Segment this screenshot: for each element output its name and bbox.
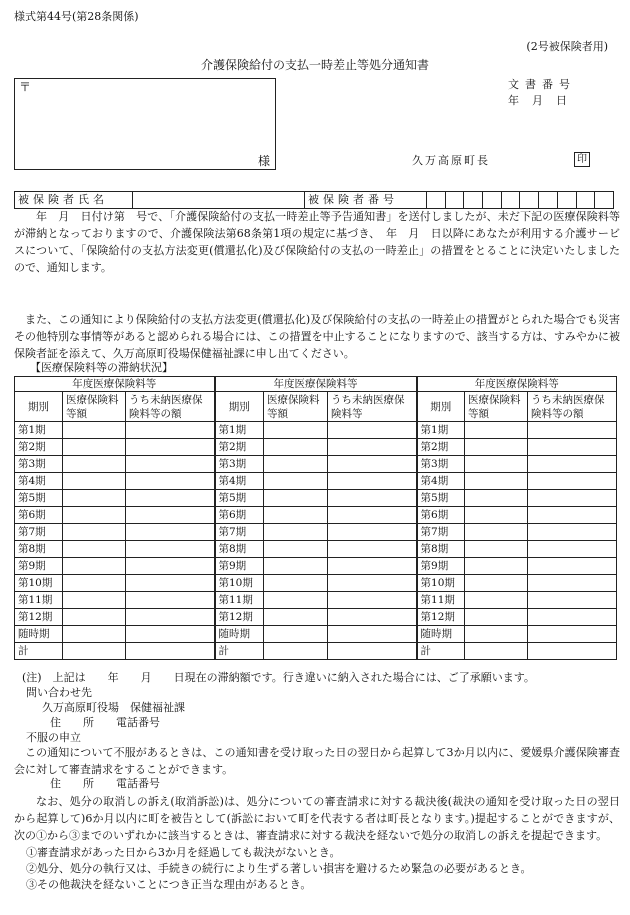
unpaid-cell — [126, 473, 215, 490]
table-row — [15, 643, 617, 660]
suspension-paragraph: また、この通知により保険給付の支払方法変更(償還払化)及び保険給付の支払の一時差止の措置がとられた場合でも災害その他特別な事情等があると認められる場合には、この措置を中止することになりますので、該当する方は、すみやかに被保険者証を添えて、久万高原町役場保健福祉課に申し出てください。 — [14, 313, 620, 360]
period-cell: 第11期 — [15, 592, 63, 609]
amount-cell — [63, 422, 126, 439]
period-cell: 第11期 — [417, 592, 465, 609]
amount-cell — [264, 541, 328, 558]
unpaid-cell — [328, 643, 417, 660]
insured-name-label: 被保険者氏名 — [15, 192, 133, 209]
postal-mark-icon: 〒 — [19, 80, 32, 94]
period-cell: 随時期 — [15, 626, 63, 643]
period-cell: 第2期 — [417, 439, 465, 456]
amount-cell — [63, 609, 126, 626]
amount-cell — [63, 507, 126, 524]
amount-cell — [264, 575, 328, 592]
unpaid-cell — [328, 507, 417, 524]
unpaid-cell — [328, 524, 417, 541]
honorific: 様 — [258, 154, 271, 168]
unpaid-cell — [528, 558, 617, 575]
amount-cell — [465, 507, 528, 524]
period-cell: 第8期 — [417, 541, 465, 558]
insured-name-cell — [133, 192, 305, 209]
unpaid-cell — [528, 626, 617, 643]
amount-cell — [264, 507, 328, 524]
lawsuit-condition-item: ②処分、処分の執行又は、手続きの続行により生ずる著しい損害を避けるため緊急の必要があるとき。 — [26, 862, 532, 875]
recipient-address-box — [14, 78, 276, 170]
form-number: 様式第44号(第28条関係) — [14, 10, 139, 23]
amount-cell — [63, 541, 126, 558]
period-cell: 第1期 — [215, 422, 264, 439]
seal-icon: 印 — [574, 152, 590, 167]
insured-type: (2号被保険者用) — [526, 40, 608, 53]
unpaid-cell — [528, 473, 617, 490]
period-cell: 第6期 — [15, 507, 63, 524]
insured-number-digit — [483, 192, 502, 209]
period-cell: 第5期 — [215, 490, 264, 507]
insured-number-digit — [464, 192, 483, 209]
amount-cell — [264, 473, 328, 490]
unpaid-cell — [126, 490, 215, 507]
amount-cell — [465, 558, 528, 575]
unpaid-cell — [328, 422, 417, 439]
period-cell: 第7期 — [417, 524, 465, 541]
table-row — [15, 456, 617, 473]
period-cell: 第5期 — [417, 490, 465, 507]
period-cell: 第3期 — [417, 456, 465, 473]
period-cell: 第2期 — [15, 439, 63, 456]
table-row — [15, 439, 617, 456]
amount-cell — [63, 473, 126, 490]
period-cell: 計 — [215, 643, 264, 660]
table-row — [15, 473, 617, 490]
unpaid-cell — [328, 592, 417, 609]
arrears-status-title: 【医療保険料等の滞納状況】 — [30, 361, 173, 374]
amount-cell — [465, 626, 528, 643]
amount-cell — [465, 456, 528, 473]
table-row — [15, 626, 617, 643]
period-cell: 第9期 — [215, 558, 264, 575]
amount-header: 医療保険料等額 — [465, 392, 528, 422]
insured-number-digit — [595, 192, 614, 209]
unpaid-cell — [126, 626, 215, 643]
amount-cell — [63, 558, 126, 575]
contact-label: 問い合わせ先 — [26, 686, 92, 699]
unpaid-cell — [126, 507, 215, 524]
lawsuit-condition-item: ③その他裁決を経ないことにつき正当な理由があるとき。 — [26, 878, 312, 891]
amount-cell — [465, 439, 528, 456]
unpaid-cell — [126, 558, 215, 575]
insured-number-digit — [520, 192, 539, 209]
period-cell: 第4期 — [215, 473, 264, 490]
arrears-table — [14, 376, 617, 660]
amount-cell — [264, 643, 328, 660]
period-cell: 第4期 — [417, 473, 465, 490]
unpaid-cell — [528, 422, 617, 439]
unpaid-cell — [126, 609, 215, 626]
period-cell: 計 — [15, 643, 63, 660]
contact-address-phone: 住 所 電話番号 — [50, 716, 160, 729]
mayor-name: 久万高原町長 — [412, 154, 490, 167]
period-cell: 第3期 — [215, 456, 264, 473]
amount-cell — [63, 643, 126, 660]
period-header: 期別 — [215, 392, 264, 422]
insured-number-label: 被保険者番号 — [305, 192, 427, 209]
table-row — [15, 422, 617, 439]
period-cell: 第10期 — [417, 575, 465, 592]
period-cell: 第7期 — [15, 524, 63, 541]
period-cell: 第6期 — [417, 507, 465, 524]
unpaid-cell — [528, 524, 617, 541]
year-header: 年度医療保険料等 — [215, 377, 417, 392]
amount-cell — [63, 626, 126, 643]
amount-cell — [63, 456, 126, 473]
amount-header: 医療保険料等額 — [264, 392, 328, 422]
appeal-address-phone: 住 所 電話番号 — [50, 777, 160, 790]
insured-number-digit — [501, 192, 520, 209]
amount-cell — [264, 558, 328, 575]
period-cell: 第1期 — [417, 422, 465, 439]
unpaid-header: うち未納医療保険料等 — [328, 392, 417, 422]
unpaid-cell — [528, 575, 617, 592]
document-title: 介護保険給付の支払一時差止等処分通知書 — [200, 58, 429, 72]
year-header: 年度医療保険料等 — [15, 377, 215, 392]
period-cell: 第5期 — [15, 490, 63, 507]
unpaid-cell — [126, 456, 215, 473]
lawsuit-text: なお、処分の取消しの訴え(取消訴訟)は、処分についての審査請求に対する裁決後(裁決の通知を受け取った日の翌日から起算して)6か月以内に町を被告として(訴訟において町を代表する者は町長となります。)提起することができますが、次の①から③までのいずれかに該当するときは、審査請求に対する裁決を経ないで処分の取消しの訴えを提起できます。 — [14, 795, 620, 842]
unpaid-cell — [126, 541, 215, 558]
insured-number-digit — [445, 192, 464, 209]
unpaid-cell — [328, 575, 417, 592]
amount-cell — [465, 609, 528, 626]
unpaid-cell — [126, 422, 215, 439]
unpaid-cell — [528, 541, 617, 558]
unpaid-cell — [328, 473, 417, 490]
amount-cell — [63, 575, 126, 592]
unpaid-cell — [126, 575, 215, 592]
amount-cell — [465, 422, 528, 439]
insured-number-digit — [539, 192, 558, 209]
table-row — [15, 558, 617, 575]
unpaid-cell — [328, 541, 417, 558]
table-row — [15, 592, 617, 609]
period-cell: 第10期 — [15, 575, 63, 592]
period-cell: 第2期 — [215, 439, 264, 456]
table-row — [15, 524, 617, 541]
amount-cell — [264, 626, 328, 643]
table-row — [15, 541, 617, 558]
unpaid-cell — [528, 490, 617, 507]
period-header: 期別 — [417, 392, 465, 422]
unpaid-cell — [528, 507, 617, 524]
insured-number-digit — [427, 192, 446, 209]
lawsuit-condition-item: ①審査請求があった日から3か月を経過しても裁決がないとき。 — [26, 846, 341, 859]
appeal-text: この通知について不服があるときは、この通知書を受け取った日の翌日から起算して3か月以内に、愛媛県介護保険審査会に対して審査請求をすることができます。 — [14, 746, 620, 776]
amount-cell — [465, 490, 528, 507]
period-cell: 第8期 — [215, 541, 264, 558]
amount-cell — [264, 490, 328, 507]
amount-cell — [63, 524, 126, 541]
unpaid-cell — [528, 456, 617, 473]
unpaid-cell — [328, 558, 417, 575]
period-cell: 第12期 — [15, 609, 63, 626]
unpaid-cell — [328, 456, 417, 473]
unpaid-cell — [126, 524, 215, 541]
year-header: 年度医療保険料等 — [417, 377, 617, 392]
unpaid-header: うち未納医療保険料等の額 — [528, 392, 617, 422]
amount-cell — [465, 541, 528, 558]
period-cell: 第4期 — [15, 473, 63, 490]
table-row — [15, 609, 617, 626]
period-header: 期別 — [15, 392, 63, 422]
table-row — [15, 575, 617, 592]
unpaid-cell — [528, 643, 617, 660]
period-cell: 第12期 — [215, 609, 264, 626]
period-cell: 第1期 — [15, 422, 63, 439]
unpaid-cell — [328, 626, 417, 643]
period-cell: 第7期 — [215, 524, 264, 541]
amount-cell — [465, 592, 528, 609]
amount-cell — [63, 490, 126, 507]
period-cell: 第12期 — [417, 609, 465, 626]
period-cell: 随時期 — [215, 626, 264, 643]
appeal-title: 不服の申立 — [26, 731, 81, 744]
period-cell: 随時期 — [417, 626, 465, 643]
period-cell: 第11期 — [215, 592, 264, 609]
insured-number-digit — [576, 192, 595, 209]
period-cell: 第6期 — [215, 507, 264, 524]
insured-number-digit — [557, 192, 576, 209]
arrears-note: (注) 上記は 年 月 日現在の滞納額です。行き違いに納入された場合には、ご了承願います。 — [22, 671, 535, 684]
table-row — [15, 490, 617, 507]
unpaid-cell — [126, 439, 215, 456]
period-cell: 計 — [417, 643, 465, 660]
date-label: 年 月 日 — [508, 94, 568, 107]
period-cell: 第9期 — [417, 558, 465, 575]
amount-header: 医療保険料等額 — [63, 392, 126, 422]
period-cell: 第8期 — [15, 541, 63, 558]
notice-paragraph: 年 月 日付け第 号で、「介護保険給付の支払一時差止等予告通知書」を送付しましたが、未だ下記の医療保険料等が滞納となっておりますので、介護保険法第68条第1項の規定に基づき、 年 月 日以降にあなたが利用する介護サービスについて、「保険給付の支払方法変更(償還払化)及び保険給付の支払の一時差止」の措置をとることに決定いたしましたので、通知します。 — [14, 210, 620, 274]
insured-info-table — [14, 191, 614, 209]
unpaid-cell — [126, 643, 215, 660]
amount-cell — [264, 592, 328, 609]
amount-cell — [63, 439, 126, 456]
doc-number-label: 文書番号 — [508, 78, 576, 91]
amount-cell — [264, 422, 328, 439]
period-cell: 第9期 — [15, 558, 63, 575]
amount-cell — [264, 456, 328, 473]
amount-cell — [465, 643, 528, 660]
table-row — [15, 507, 617, 524]
amount-cell — [264, 609, 328, 626]
amount-cell — [465, 575, 528, 592]
period-cell: 第10期 — [215, 575, 264, 592]
amount-cell — [63, 592, 126, 609]
amount-cell — [465, 473, 528, 490]
amount-cell — [465, 524, 528, 541]
unpaid-header: うち未納医療保険料等の額 — [126, 392, 215, 422]
period-cell: 第3期 — [15, 456, 63, 473]
unpaid-cell — [528, 439, 617, 456]
amount-cell — [264, 524, 328, 541]
unpaid-cell — [328, 609, 417, 626]
amount-cell — [264, 439, 328, 456]
contact-office: 久万高原町役場 保健福祉課 — [42, 701, 185, 714]
unpaid-cell — [528, 592, 617, 609]
unpaid-cell — [328, 490, 417, 507]
unpaid-cell — [528, 609, 617, 626]
unpaid-cell — [126, 592, 215, 609]
unpaid-cell — [328, 439, 417, 456]
